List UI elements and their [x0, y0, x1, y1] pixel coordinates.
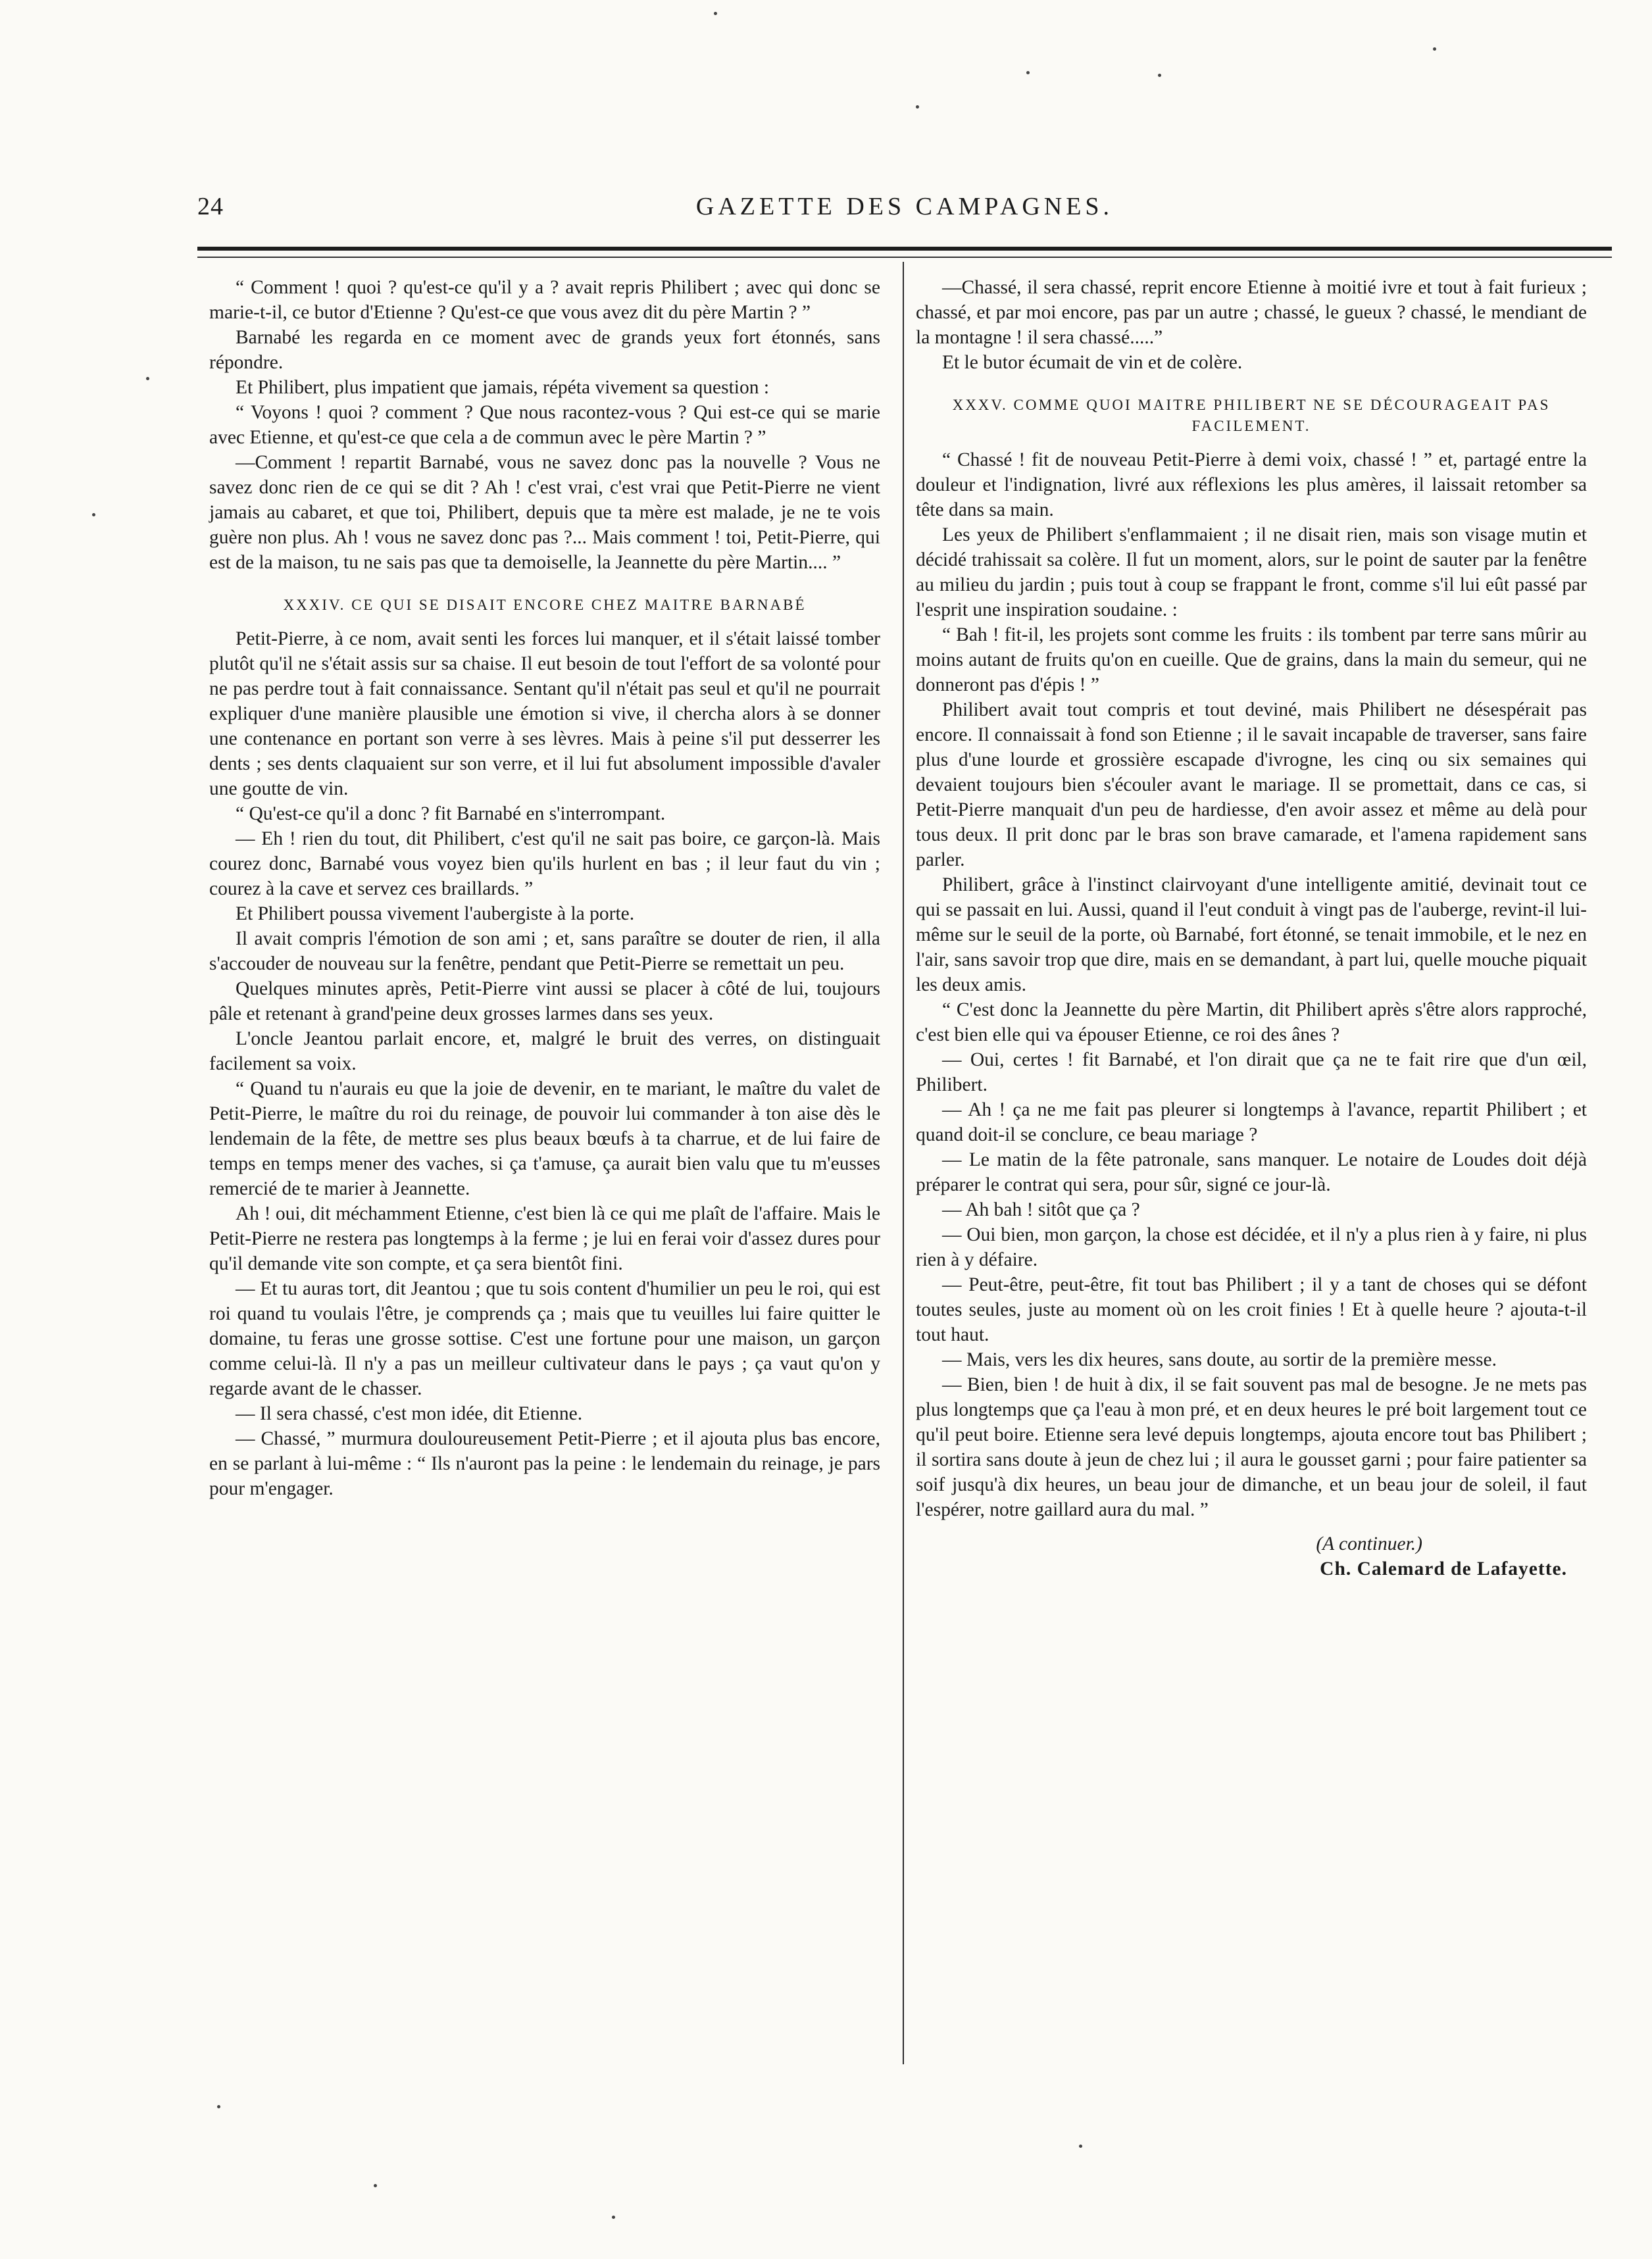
print-speck: [714, 12, 717, 15]
paragraph: — Ah bah ! sitôt que ça ?: [942, 1199, 1140, 1220]
print-speck: [217, 2105, 220, 2108]
paragraph: Quelques minutes après, Petit-Pierre vint aussi se placer à côté de lui, toujours pâle et retenant à grand'peine deux grosses larmes dans ses yeux.: [209, 978, 880, 1024]
paragraph: Il avait compris l'émotion de son ami ; et, sans paraître se douter de rien, il alla s'accouder de nouveau sur la fenêtre, pendant que Petit-Pierre se remettait un peu.: [209, 928, 880, 974]
print-speck: [1158, 74, 1161, 77]
left-column: [209, 275, 880, 1501]
paragraph: “ C'est donc la Jeannette du père Martin, dit Philibert après s'être alors rapproché, c'est bien elle qui va épouser Etienne, ce roi des ânes ?: [916, 999, 1587, 1045]
column-divider: [903, 262, 904, 2064]
paragraph: “ Chassé ! fit de nouveau Petit-Pierre à demi voix, chassé ! ” et, partagé entre la douleur et l'indignation, livré aux réflexions les plus amères, il laissait retomber sa tête dans sa main.: [916, 449, 1587, 520]
paragraph: “ Quand tu n'aurais eu que la joie de devenir, en te mariant, le maître du valet de Petit-Pierre, le maître du roi du reinage, de pouvoir lui commander à ton aise dès le lendemain de la fête, de mettre ses plus beaux bœufs à ta charrue, et de lui faire de temps en temps mener des vaches, si ça t'amuse, ça aurait bien valu que tu m'eusses remercié de te marier à Jeannette.: [209, 1078, 880, 1199]
print-speck: [146, 377, 149, 380]
print-speck: [1433, 47, 1436, 51]
print-speck: [612, 2216, 615, 2219]
paragraph: — Ah ! ça ne me fait pas pleurer si longtemps à l'avance, repartit Philibert ; et quand doit-il se conclure, ce beau mariage ?: [916, 1099, 1587, 1145]
paragraph: — Il sera chassé, c'est mon idée, dit Etienne.: [236, 1403, 583, 1424]
paragraph: “ Qu'est-ce qu'il a donc ? fit Barnabé en s'interrompant.: [236, 803, 666, 824]
header-rule-thin: [197, 257, 1612, 258]
paragraph: “ Bah ! fit-il, les projets sont comme les fruits : ils tombent par terre sans mûrir au moins autant de fruits qu'on en cueille. Que de grains, dans la main du semeur, qui ne donneront pas d'épis ! ”: [916, 624, 1587, 695]
paragraph: — Oui bien, mon garçon, la chose est décidée, et il n'y a plus rien à y faire, ni plus rien à y défaire.: [916, 1224, 1587, 1270]
to-be-continued-note: (A continuer.): [1316, 1533, 1422, 1554]
print-speck: [1079, 2145, 1082, 2148]
paragraph: Et Philibert poussa vivement l'aubergiste à la porte.: [236, 903, 635, 924]
paragraph: Ah ! oui, dit méchamment Etienne, c'est bien là ce qui me plaît de l'affaire. Mais le Petit-Pierre ne restera pas longtemps à la ferme ; je lui en ferai voir d'assez dures pour qu'il demande vite son compte, et ça sera bientôt fini.: [209, 1203, 880, 1274]
print-speck: [374, 2184, 377, 2187]
paragraph: —Comment ! repartit Barnabé, vous ne savez donc pas la nouvelle ? Vous ne savez donc rien de ce qui se dit ? Ah ! c'est vrai, c'est vrai que Petit-Pierre ne vient jamais au cabaret, et que toi, Philibert, depuis que ta mère est malade, je ne te vois guère non plus. Ah ! vous ne savez donc pas ?... Mais comment ! toi, Petit-Pierre, qui est de la maison, tu ne sais pas que ta demoiselle, la Jeannette du père Martin.... ”: [209, 452, 880, 573]
print-speck: [92, 513, 95, 516]
paragraph: Philibert, grâce à l'instinct clairvoyant d'une intelligente amitié, devinait tout ce qui se passait en lui. Aussi, quand il l'eut conduit à vingt pas de l'auberge, revint-il lui-même sur le seuil de la porte, où Barnabé, fort étonné, se tenait immobile, et le nez en l'air, sans savoir trop que dire, mais en se demandant, à part lui, quelle mouche piquait les deux amis.: [916, 874, 1587, 995]
paragraph: — Mais, vers les dix heures, sans doute, au sortir de la première messe.: [942, 1349, 1497, 1370]
paragraph: Philibert avait tout compris et tout deviné, mais Philibert ne désespérait pas encore. Il connaissait à fond son Etienne ; il le savait incapable de traverser, sans faire plus d'une lourde et grossière escapade d'ivrogne, les cinq ou six semaines qui devaient toujours bien s'écouler avant le mariage. Il se promettait, dans ce cas, si Petit-Pierre manquait d'un peu de hardiesse, d'en avoir assez et même au delà pour tous deux. Il prit donc par le bras son brave camarade, et l'amena rapidement sans parler.: [916, 699, 1587, 870]
paragraph: L'oncle Jeantou parlait encore, et, malgré le bruit des verres, on distinguait facilement sa voix.: [209, 1028, 880, 1074]
chapter-heading-xxxiv: XXXIV. CE QUI SE DISAIT ENCORE CHEZ MAITRE BARNABÉ: [283, 597, 807, 613]
paragraph: —Chassé, il sera chassé, reprit encore Etienne à moitié ivre et tout à fait furieux ; chassé, et par moi encore, pas par un autre ; chassé, le gueux ? chassé, le mendiant de la montagne ! il sera chassé.....”: [916, 277, 1587, 348]
paragraph: Barnabé les regarda en ce moment avec de grands yeux fort étonnés, sans répondre.: [209, 327, 880, 373]
paragraph: — Oui, certes ! fit Barnabé, et l'on dirait que ça ne te fait rire que d'un œil, Philibert.: [916, 1049, 1587, 1095]
paragraph: — Bien, bien ! de huit à dix, il se fait souvent pas mal de besogne. Je ne mets pas plus longtemps que ça l'eau à mon pré, et en deux heures le pré boit largement tout ce qu'il peut boire. Etienne sera levé depuis longtemps, ajouta encore tout bas Philibert ; il sortira sans doute à jeun de chez lui ; il aura le gousset garni ; pour faire patienter sa soif jusqu'à dix heures, un beau jour de dimanche, et un beau jour de soleil, il faut l'espérer, notre gaillard aura du mal. ”: [916, 1374, 1587, 1520]
running-title: GAZETTE DES CAMPAGNES.: [695, 193, 1114, 220]
page-header: [197, 192, 1612, 232]
page-number: 24: [197, 193, 224, 220]
chapter-heading-xxxv: XXXV. COMME QUOI MAITRE PHILIBERT NE SE DÉCOURAGEAIT PAS FACILEMENT.: [952, 397, 1551, 434]
right-column: [916, 275, 1587, 1581]
print-speck: [916, 105, 919, 109]
paragraph: “ Voyons ! quoi ? comment ? Que nous racontez-vous ? Qui est-ce qui se marie avec Etienne, et qu'est-ce que cela a de commun avec le père Martin ? ”: [209, 402, 880, 448]
paragraph: “ Comment ! quoi ? qu'est-ce qu'il y a ? avait repris Philibert ; avec qui donc se marie-t-il, ce butor d'Etienne ? Qu'est-ce que vous avez dit du père Martin ? ”: [209, 277, 880, 323]
paragraph: — Chassé, ” murmura douloureusement Petit-Pierre ; et il ajouta plus bas encore, en se parlant à lui-même : “ Ils n'auront pas la peine : le lendemain du reinage, je pars pour m'engager.: [209, 1428, 880, 1499]
paragraph: Les yeux de Philibert s'enflammaient ; il ne disait rien, mais son visage mutin et décidé trahissait sa colère. Il fut un moment, alors, sur le point de sauter par la fenêtre au milieu du jardin ; puis tout à coup se frappant le front, comme s'il lui eût passé par l'esprit une inspiration soudaine. :: [916, 524, 1587, 620]
paragraph: — Le matin de la fête patronale, sans manquer. Le notaire de Loudes doit déjà préparer le contrat qui sera, pour sûr, signé ce jour-là.: [916, 1149, 1587, 1195]
header-rule-thick: [197, 247, 1612, 251]
paragraph: — Peut-être, peut-être, fit tout bas Philibert ; il y a tant de choses qui se défont toutes seules, juste au moment où on les croit finies ! Et à quelle heure ? ajouta-t-il tout haut.: [916, 1274, 1587, 1345]
paragraph: — Eh ! rien du tout, dit Philibert, c'est qu'il ne sait pas boire, ce garçon-là. Mais courez donc, Barnabé vous voyez bien qu'ils hurlent en bas ; il leur faut du vin ; courez à la cave et servez ces braillards. ”: [209, 828, 880, 899]
print-speck: [1026, 71, 1030, 74]
paragraph: Et le butor écumait de vin et de colère.: [942, 352, 1243, 373]
paragraph: — Et tu auras tort, dit Jeantou ; que tu sois content d'humilier un peu le roi, qui est roi quand tu voulais l'être, je comprends ça ; mais que tu veuilles lui faire quitter le domaine, tu feras une grosse sottise. C'est une fortune pour une maison, un garçon comme celui-là. Il n'y a pas un meilleur cultivateur dans le pays ; ça vaut qu'on y regarde avant de le chasser.: [209, 1278, 880, 1399]
paragraph: Et Philibert, plus impatient que jamais, répéta vivement sa question :: [236, 377, 770, 398]
author-signature: Ch. Calemard de Lafayette.: [1320, 1558, 1567, 1579]
paragraph: Petit-Pierre, à ce nom, avait senti les forces lui manquer, et il s'était laissé tomber plutôt qu'il ne s'était assis sur sa chaise. Il eut besoin de tout l'effort de sa volonté pour ne pas perdre tout à fait connaissance. Sentant qu'il n'était pas seul et qu'il ne pourrait expliquer d'une manière plausible une émotion si vive, il chercha alors à se donner une contenance en portant son verre à ses lèvres. Mais à peine s'il put desserrer les dents ; ses dents claquaient sur son verre, et il lui fut absolument impossible d'avaler une goutte de vin.: [209, 628, 880, 799]
